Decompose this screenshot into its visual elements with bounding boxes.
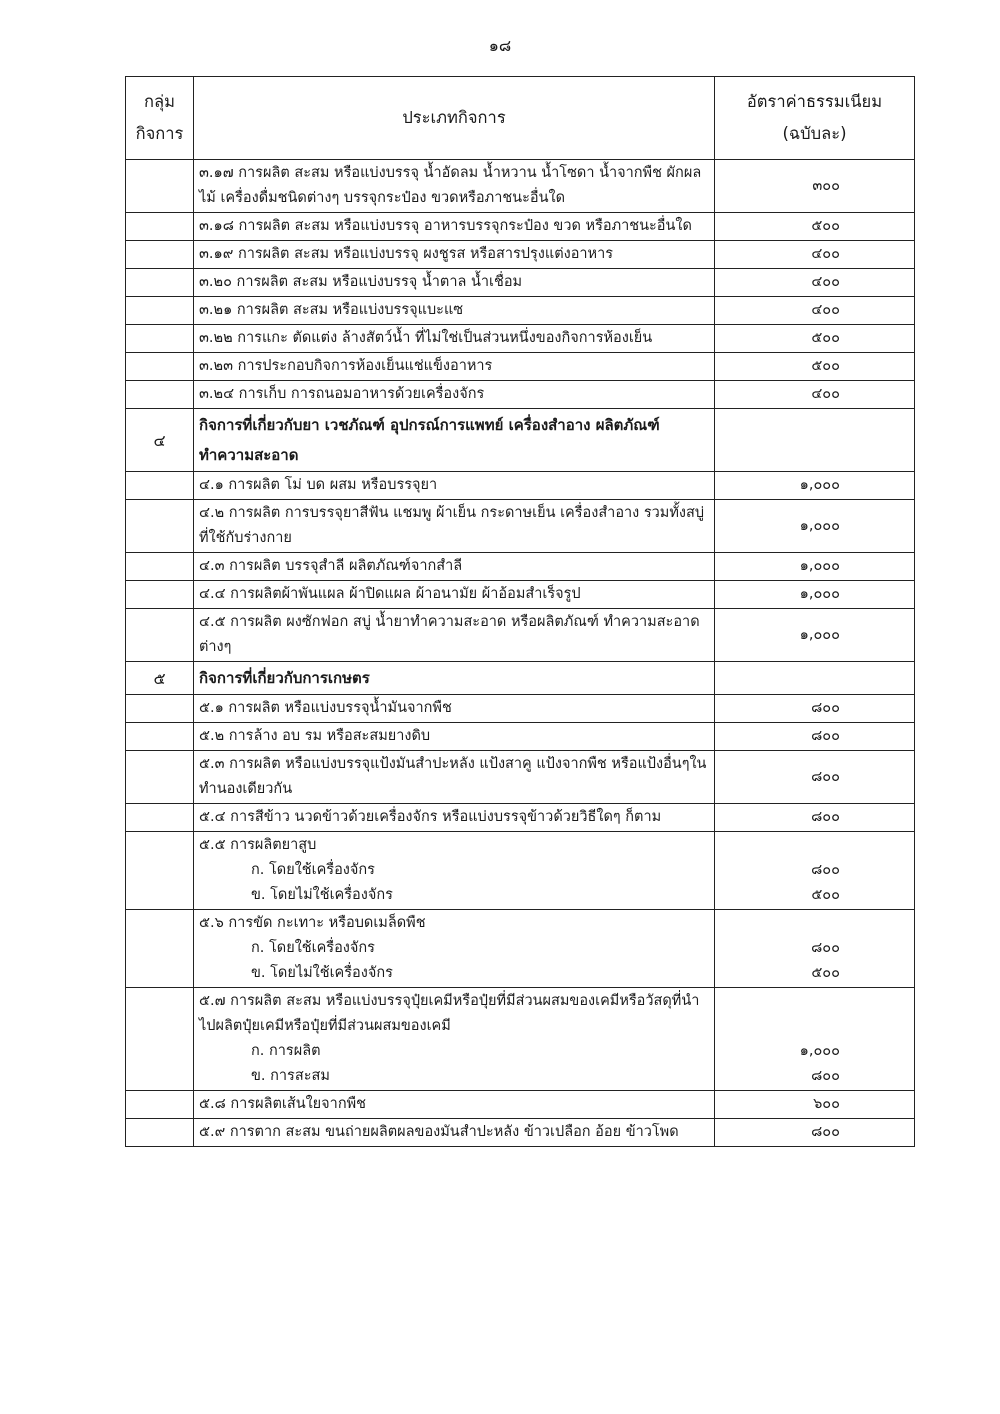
group-cell [126,1119,194,1147]
activity-description: ๓.๒๓ การประกอบกิจการห้องเย็นแช่แข็งอาหาร [194,353,715,381]
group-cell [126,297,194,325]
sub-item-fee: ๘๐๐ [811,862,840,878]
sub-item-label: ก. โดยใช้เครื่องจักร [251,862,375,878]
table-row [126,353,915,381]
group-cell [126,241,194,269]
sub-item-label: ข. การสะสม [251,1068,330,1084]
table-row [126,269,915,297]
activity-description: ๓.๑๙ การผลิต สะสม หรือแบ่งบรรจุ ผงชูรส หรือสารปรุงแต่งอาหาร [194,241,715,269]
fee-spacer [720,833,840,858]
fee-cell: ๖๐๐ [715,1091,915,1119]
table-row [126,723,915,751]
fee-cell: ๘๐๐ [715,1119,915,1147]
table-row [126,988,915,1091]
activity-description: ๕.๔ การสีข้าว นวดข้าวด้วยเครื่องจักร หรือแบ่งบรรจุข้าวด้วยวิธีใดๆ ก็ตาม [194,804,715,832]
activity-description: ๔.๕ การผลิต ผงซักฟอก สบู่ น้ำยาทำความสะอาด หรือผลิตภัณฑ์ ทำความสะอาดต่างๆ [194,609,715,662]
group-cell [126,353,194,381]
sub-item-fee: ๕๐๐ [811,887,840,903]
activity-description: ๕.๑ การผลิต หรือแบ่งบรรจุน้ำมันจากพืช [194,695,715,723]
category-heading: กิจการที่เกี่ยวกับการเกษตร [194,662,715,695]
group-cell: ๕ [126,662,194,695]
fee-spacer [720,911,840,936]
group-cell [126,723,194,751]
fee-cell: ๔๐๐ [715,297,915,325]
fee-table [125,76,915,1147]
fee-cell [715,409,915,472]
table-row [126,325,915,353]
group-cell [126,609,194,662]
sub-item-label: ข. โดยไม่ใช้เครื่องจักร [251,887,393,903]
group-cell: ๔ [126,409,194,472]
activity-description: ๕.๘ การผลิตเส้นใยจากพืช [194,1091,715,1119]
table-row [126,910,915,988]
table-row [126,472,915,500]
activity-description: ๕.๓ การผลิต หรือแบ่งบรรจุแป้งมันสำปะหลัง แป้งสาคู แป้งจากพืช หรือแป้งอื่นๆในทำนองเดียวกัน [194,751,715,804]
fee-cell: ๘๐๐ [715,804,915,832]
group-cell [126,472,194,500]
sub-item-fee: ๕๐๐ [811,965,840,981]
activity-title: ๕.๖ การขัด กะเทาะ หรือบดเมล็ดพืช [199,915,426,931]
header-fee: อัตราค่าธรรมเนียม (ฉบับละ) [715,77,915,160]
activity-description [194,910,715,988]
fee-cell [715,988,915,1091]
activity-description: ๓.๒๔ การเก็บ การถนอมอาหารด้วยเครื่องจักร [194,381,715,409]
table-row [126,160,915,213]
activity-description: ๓.๑๘ การผลิต สะสม หรือแบ่งบรรจุ อาหารบรรจุกระป๋อง ขวด หรือภาชนะอื่นใด [194,213,715,241]
fee-cell: ๔๐๐ [715,269,915,297]
activity-title: ๕.๗ การผลิต สะสม หรือแบ่งบรรจุปุ๋ยเคมีหรือปุ๋ยที่มีส่วนผสมของเคมีหรือวัสดุที่นำไปผลิตปุ๋ยเคมีหรือปุ๋ยที่มีส่วนผสมของเคมี [199,993,700,1034]
sub-item-label: ก. โดยใช้เครื่องจักร [251,940,375,956]
table-row [126,751,915,804]
activity-description: ๕.๒ การล้าง อบ รม หรือสะสมยางดิบ [194,723,715,751]
fee-spacer [720,1014,840,1039]
fee-cell [715,662,915,695]
sub-item-label: ก. การผลิต [251,1043,321,1059]
fee-cell: ๕๐๐ [715,213,915,241]
group-cell [126,325,194,353]
group-cell [126,832,194,910]
sub-item-label: ข. โดยไม่ใช้เครื่องจักร [251,965,393,981]
activity-description [194,832,715,910]
group-cell [126,910,194,988]
sub-item-fee: ๑,๐๐๐ [799,1043,840,1059]
sub-item-fee: ๘๐๐ [811,1068,840,1084]
table-row [126,381,915,409]
sub-item-fee: ๘๐๐ [811,940,840,956]
table-row [126,581,915,609]
table-row [126,662,915,695]
group-cell [126,553,194,581]
fee-cell: ๘๐๐ [715,695,915,723]
page-number: ๑๘ [488,36,512,55]
table-row [126,695,915,723]
activity-description: ๓.๒๐ การผลิต สะสม หรือแบ่งบรรจุ น้ำตาล น้ำเชื่อม [194,269,715,297]
activity-description: ๓.๒๒ การแกะ ตัดแต่ง ล้างสัตว์น้ำ ที่ไม่ใช่เป็นส่วนหนึ่งของกิจการห้องเย็น [194,325,715,353]
fee-cell: ๕๐๐ [715,325,915,353]
table-row [126,609,915,662]
fee-cell: ๑,๐๐๐ [715,553,915,581]
group-cell [126,160,194,213]
category-heading: กิจการที่เกี่ยวกับยา เวชภัณฑ์ อุปกรณ์การแพทย์ เครื่องสำอาง ผลิตภัณฑ์ทำความสะอาด [194,409,715,472]
activity-description: ๔.๑ การผลิต โม่ บด ผสม หรือบรรจุยา [194,472,715,500]
table-row [126,241,915,269]
group-cell [126,213,194,241]
table-row [126,500,915,553]
activity-description: ๔.๓ การผลิต บรรจุสำลี ผลิตภัณฑ์จากสำลี [194,553,715,581]
activity-description: ๓.๒๑ การผลิต สะสม หรือแบ่งบรรจุแบะแซ [194,297,715,325]
group-cell [126,269,194,297]
group-cell [126,581,194,609]
group-cell [126,804,194,832]
header-type: ประเภทกิจการ [194,77,715,160]
activity-description [194,988,715,1091]
activity-description: ๔.๒ การผลิต การบรรจุยาสีฟัน แชมพู ผ้าเย็น กระดาษเย็น เครื่องสำอาง รวมทั้งสบู่ที่ใช้กับร่างกาย [194,500,715,553]
fee-cell: ๑,๐๐๐ [715,472,915,500]
table-row [126,409,915,472]
group-cell [126,751,194,804]
fee-cell: ๑,๐๐๐ [715,500,915,553]
table-row [126,832,915,910]
activity-description: ๓.๑๗ การผลิต สะสม หรือแบ่งบรรจุ น้ำอัดลม น้ำหวาน น้ำโซดา น้ำจากพืช ผักผลไม้ เครื่องดื่มชนิดต่างๆ บรรจุกระป๋อง ขวดหรือภาชนะอื่นใด [194,160,715,213]
activity-description: ๔.๔ การผลิตผ้าพันแผล ผ้าปิดแผล ผ้าอนามัย ผ้าอ้อมสำเร็จรูป [194,581,715,609]
table-header-row [126,77,915,160]
group-cell [126,988,194,1091]
fee-cell: ๑,๐๐๐ [715,609,915,662]
group-cell [126,500,194,553]
table-row [126,297,915,325]
fee-cell: ๔๐๐ [715,381,915,409]
fee-cell: ๘๐๐ [715,751,915,804]
fee-cell: ๔๐๐ [715,241,915,269]
activity-description: ๕.๙ การตาก สะสม ขนถ่ายผลิตผลของมันสำปะหลัง ข้าวเปลือก อ้อย ข้าวโพด [194,1119,715,1147]
fee-cell: ๘๐๐ [715,723,915,751]
fee-cell [715,910,915,988]
fee-cell: ๕๐๐ [715,353,915,381]
header-group: กลุ่ม กิจการ [126,77,194,160]
group-cell [126,381,194,409]
table-row [126,1119,915,1147]
table-row [126,553,915,581]
activity-title: ๕.๕ การผลิตยาสูบ [199,837,317,853]
table-row [126,1091,915,1119]
fee-cell [715,832,915,910]
table-row [126,213,915,241]
fee-cell: ๓๐๐ [715,160,915,213]
fee-cell: ๑,๐๐๐ [715,581,915,609]
table-row [126,804,915,832]
group-cell [126,695,194,723]
group-cell [126,1091,194,1119]
